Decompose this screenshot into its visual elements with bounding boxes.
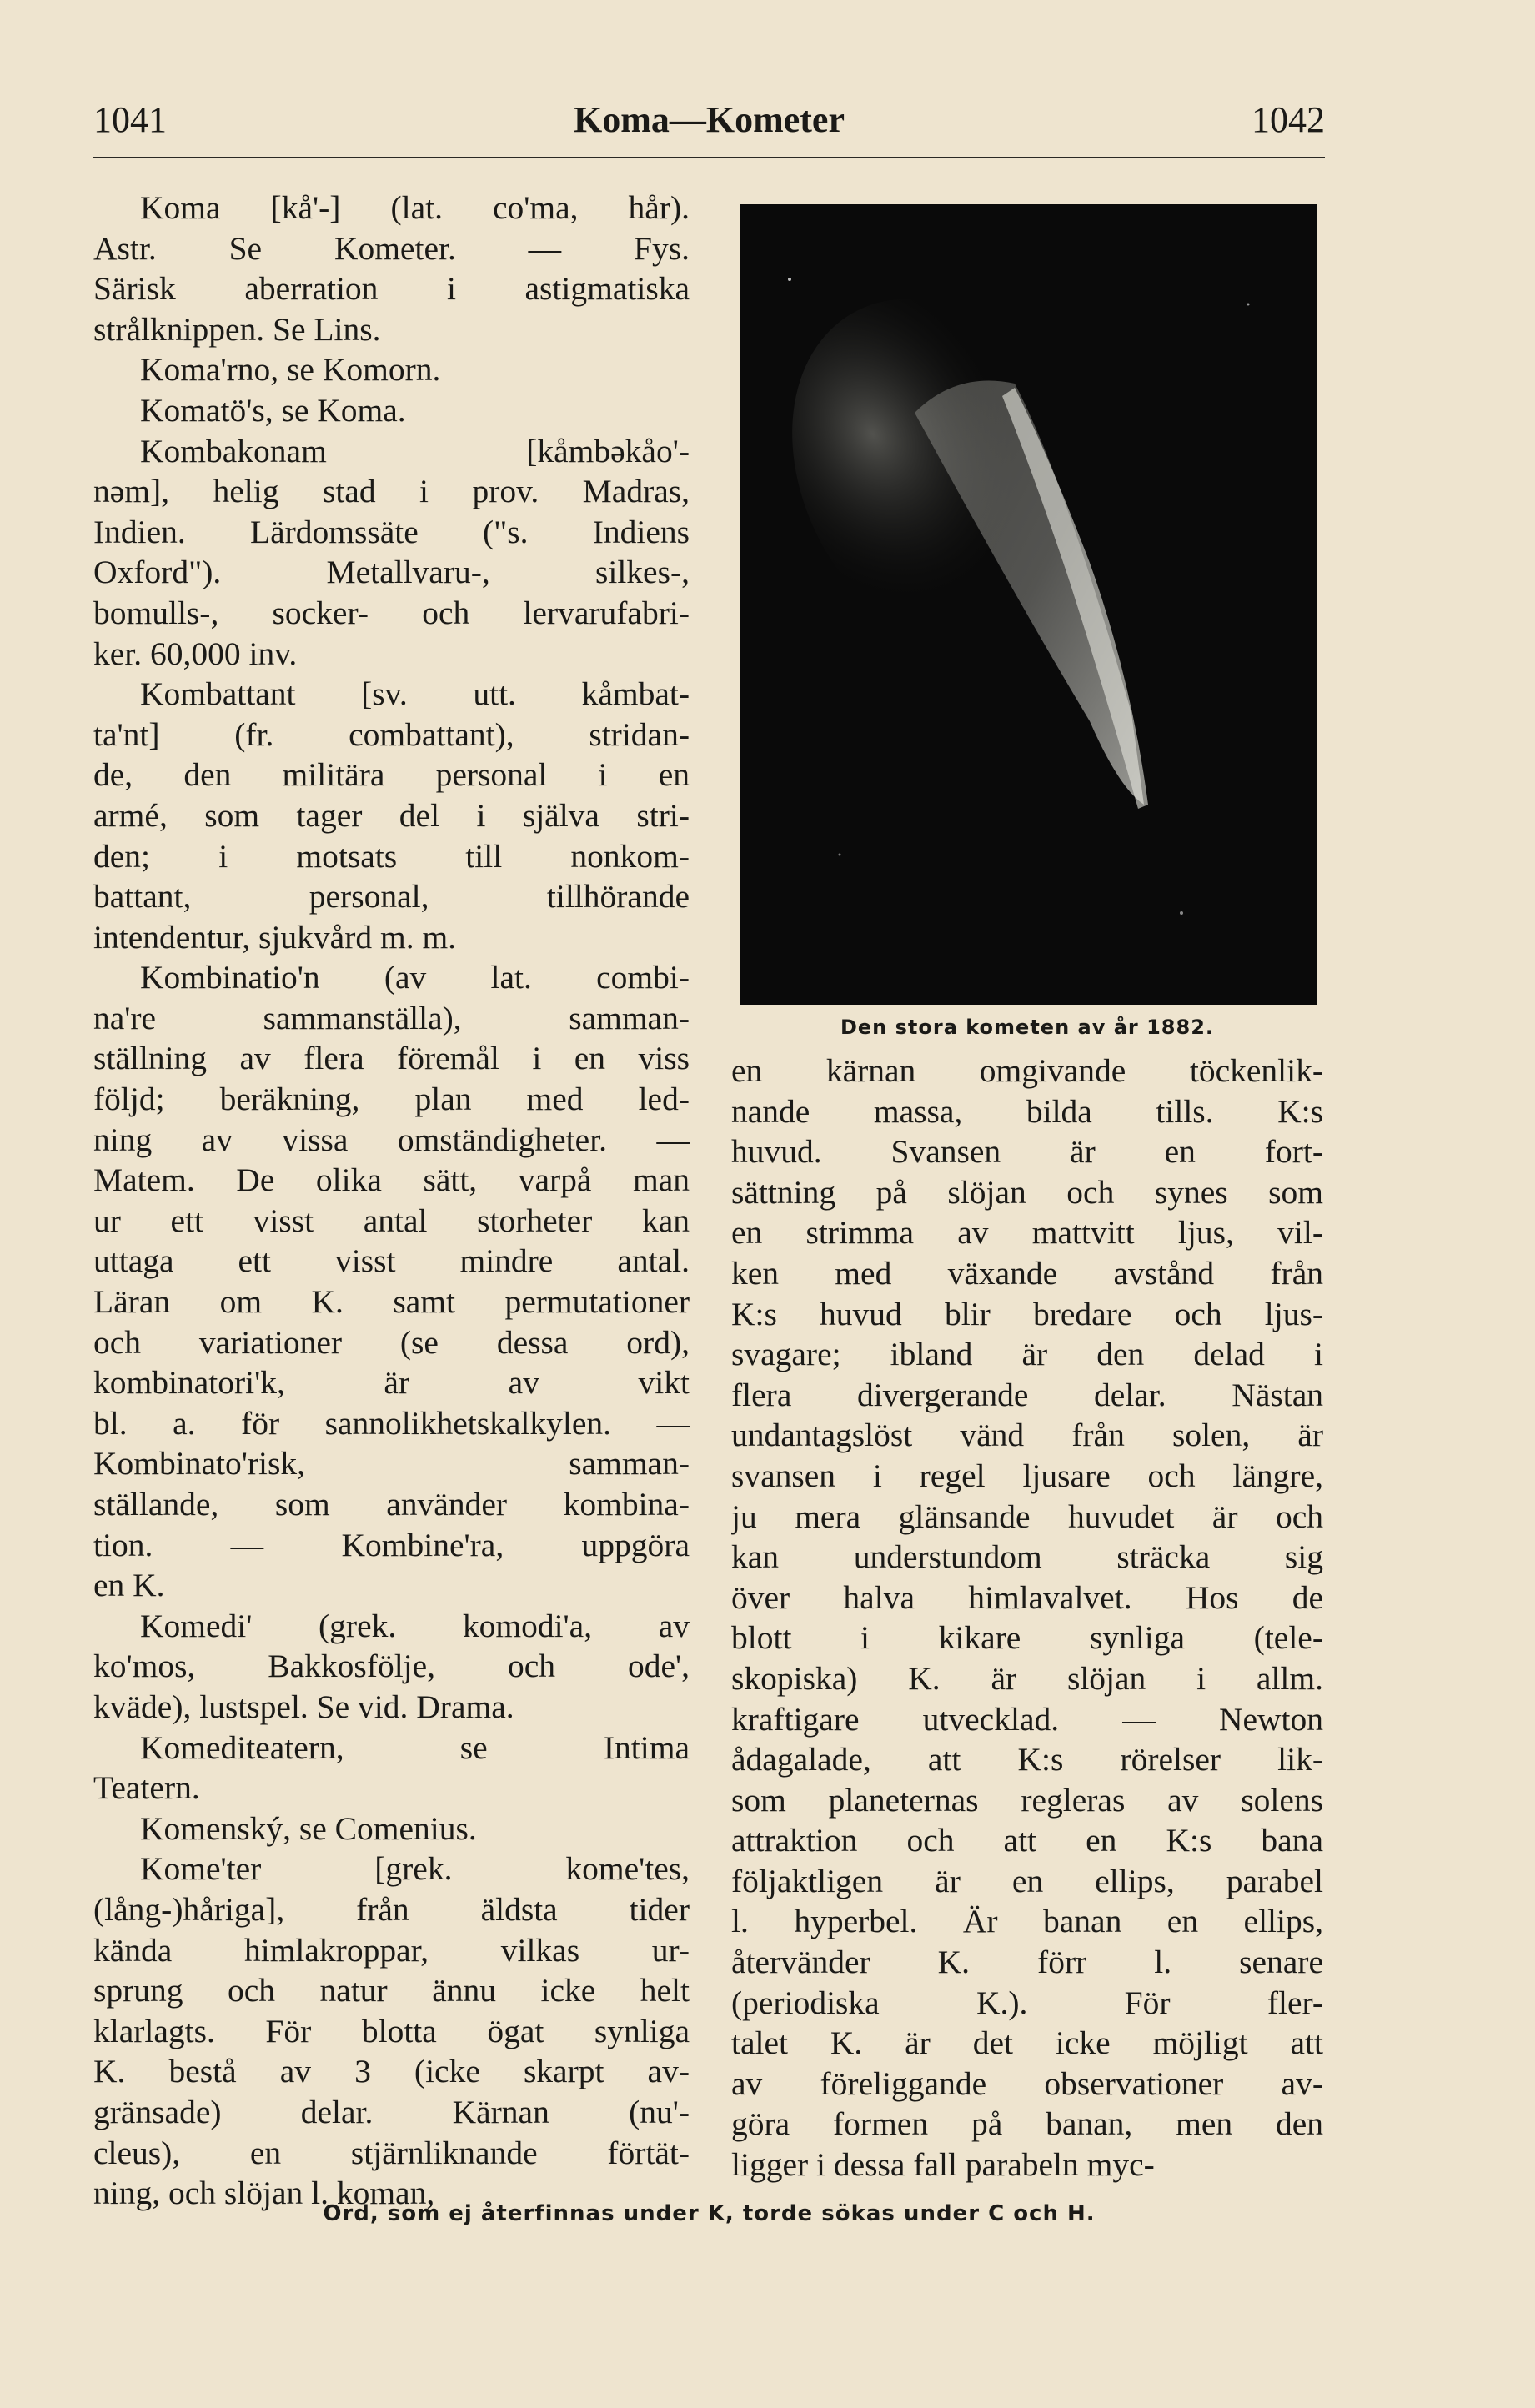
text-line: kombinatori'k, är av vikt: [93, 1364, 690, 1402]
text-line: intendentur, sjukvård m. m.: [93, 918, 457, 956]
text-line: cleus), en stjärnliknande förtät-: [93, 2134, 690, 2171]
text-line: flera divergerande delar. Nästan: [731, 1376, 1323, 1413]
text-line: ligger i dessa fall parabeln myc-: [731, 2146, 1155, 2184]
text-line: Koma'rno, se Komorn.: [140, 351, 441, 389]
text-line: tion. — Kombine'ra, uppgöra: [93, 1526, 690, 1563]
left-page-number: 1041: [93, 99, 167, 140]
text-line: en kärnan omgivande töckenlik-: [731, 1052, 1323, 1089]
figure-caption: Den stora kometen av år 1882.: [840, 1016, 1215, 1039]
text-line: l. hyperbel. Är banan en ellips,: [731, 1903, 1323, 1940]
text-line: ju mera glänsande huvudet är och: [731, 1497, 1323, 1535]
text-line: svagare; ibland är den delad i: [731, 1336, 1323, 1373]
text-line: Kombakonam [kåmbəkåo'-: [140, 432, 690, 469]
text-line: de, den militära personal i en: [93, 756, 690, 794]
text-line: skopiska) K. är slöjan i allm.: [731, 1659, 1323, 1697]
text-line: undantagslöst vänd från solen, är: [731, 1417, 1323, 1454]
running-title: Koma—Kometer: [574, 99, 845, 140]
text-line: nəm], helig stad i prov. Madras,: [93, 473, 690, 510]
text-line: ådagalade, att K:s rörelser lik-: [731, 1741, 1323, 1778]
text-line: K. bestå av 3 (icke skarpt av-: [93, 2053, 690, 2090]
text-line: Indien. Lärdomssäte ("s. Indiens: [93, 513, 690, 550]
comet-illustration: [740, 204, 1317, 1005]
text-line: ning, och slöjan l. koman,: [93, 2175, 435, 2212]
text-line: Komenský, se Comenius.: [140, 1809, 477, 1847]
text-line: följaktligen är en ellips, parabel: [731, 1862, 1323, 1899]
right-column: [731, 1051, 1323, 2185]
text-line: Kombinatio'n (av lat. combi-: [140, 959, 690, 996]
text-line: gränsade) delar. Kärnan (nu'-: [93, 2093, 690, 2130]
text-line: (lång-)håriga], från äldsta tider: [93, 1890, 690, 1928]
text-line: ställning av flera föremål i en viss: [93, 1040, 690, 1077]
text-line: Matem. De olika sätt, varpå man: [93, 1161, 690, 1199]
right-page-number: 1042: [1252, 99, 1325, 140]
text-line: Teatern.: [93, 1769, 200, 1807]
text-line: kraftigare utvecklad. — Newton: [731, 1700, 1323, 1738]
text-line: Särisk aberration i astigmatiska: [93, 270, 690, 308]
text-line: och variationer (se dessa ord),: [93, 1323, 690, 1361]
text-line: Koma [kå'-] (lat. co'ma, hår).: [140, 189, 690, 226]
text-line: Kome'ter [grek. kome'tes,: [140, 1850, 690, 1888]
text-line: följd; beräkning, plan med led-: [93, 1081, 690, 1118]
left-column: [93, 188, 690, 2214]
text-line: ker. 60,000 inv.: [93, 635, 298, 672]
text-line: strålknippen. Se Lins.: [93, 310, 381, 348]
text-line: uttaga ett visst mindre antal.: [93, 1242, 690, 1280]
text-line: na're sammanställa), samman-: [93, 999, 690, 1036]
text-line: en strimma av mattvitt ljus, vil-: [731, 1214, 1323, 1252]
text-line: kan understundom sträcka sig: [731, 1538, 1323, 1576]
text-line: ställande, som använder kombina-: [93, 1486, 690, 1523]
text-line: (periodiska K.). För fler-: [731, 1984, 1323, 2021]
page-footer-note: Ord, som ej återfinnas under K, torde sökas under C och H.: [323, 2201, 1096, 2226]
text-line: attraktion och att en K:s bana: [731, 1822, 1323, 1859]
text-line: battant, personal, tillhörande: [93, 878, 690, 916]
text-line: ken med växande avstånd från: [731, 1254, 1323, 1292]
text-line: kända himlakroppar, vilkas ur-: [93, 1931, 690, 1969]
page-header: [93, 98, 1325, 148]
text-line: över halva himlavalvet. Hos de: [731, 1578, 1323, 1616]
text-line: återvänder K. förr l. senare: [731, 1944, 1323, 1981]
text-line: Kombinato'risk, samman-: [93, 1445, 690, 1482]
text-line: ta'nt] (fr. combattant), stridan-: [93, 715, 690, 753]
text-line: svansen i regel ljusare och längre,: [731, 1457, 1323, 1494]
text-line: Komedi' (grek. komodi'a, av: [140, 1607, 690, 1644]
text-line: göra formen på banan, men den: [731, 2105, 1323, 2143]
text-line: bomulls-, socker- och lervarufabri-: [93, 594, 690, 631]
text-line: ko'mos, Bakkosfölje, och ode',: [93, 1648, 690, 1685]
text-line: Kombattant [sv. utt. kåmbat-: [140, 675, 690, 713]
text-line: klarlagts. För blotta ögat synliga: [93, 2012, 690, 2049]
text-line: sättning på slöjan och synes som: [731, 1173, 1323, 1211]
text-line: talet K. är det icke möjligt att: [731, 2024, 1323, 2062]
text-line: armé, som tager del i själva stri-: [93, 796, 690, 834]
text-line: den; i motsats till nonkom-: [93, 837, 690, 875]
text-line: kväde), lustspel. Se vid. Drama.: [93, 1688, 514, 1725]
text-line: sprung och natur ännu icke helt: [93, 1972, 690, 2009]
text-line: huvud. Svansen är en fort-: [731, 1133, 1323, 1171]
text-line: bl. a. för sannolikhetskalkylen. —: [93, 1404, 690, 1442]
text-line: Komatö's, se Koma.: [140, 391, 406, 429]
text-line: en K.: [93, 1567, 165, 1604]
text-line: av föreliggande observationer av-: [731, 2064, 1323, 2102]
text-line: ning av vissa omständigheter. —: [93, 1121, 690, 1158]
text-line: Komediteatern, se Intima: [140, 1728, 690, 1766]
text-line: ur ett visst antal storheter kan: [93, 1201, 690, 1239]
text-line: K:s huvud blir bredare och ljus-: [731, 1295, 1323, 1332]
text-line: nande massa, bilda tills. K:s: [731, 1092, 1323, 1130]
text-line: som planeternas regleras av solens: [731, 1781, 1323, 1819]
comet-photograph: [740, 204, 1317, 1005]
header-rule: [93, 157, 1325, 158]
text-line: Astr. Se Kometer. — Fys.: [93, 229, 690, 267]
text-line: blott i kikare synliga (tele-: [731, 1619, 1323, 1657]
text-line: Läran om K. samt permutationer: [93, 1283, 690, 1321]
text-line: Oxford"). Metallvaru-, silkes-,: [93, 554, 690, 591]
